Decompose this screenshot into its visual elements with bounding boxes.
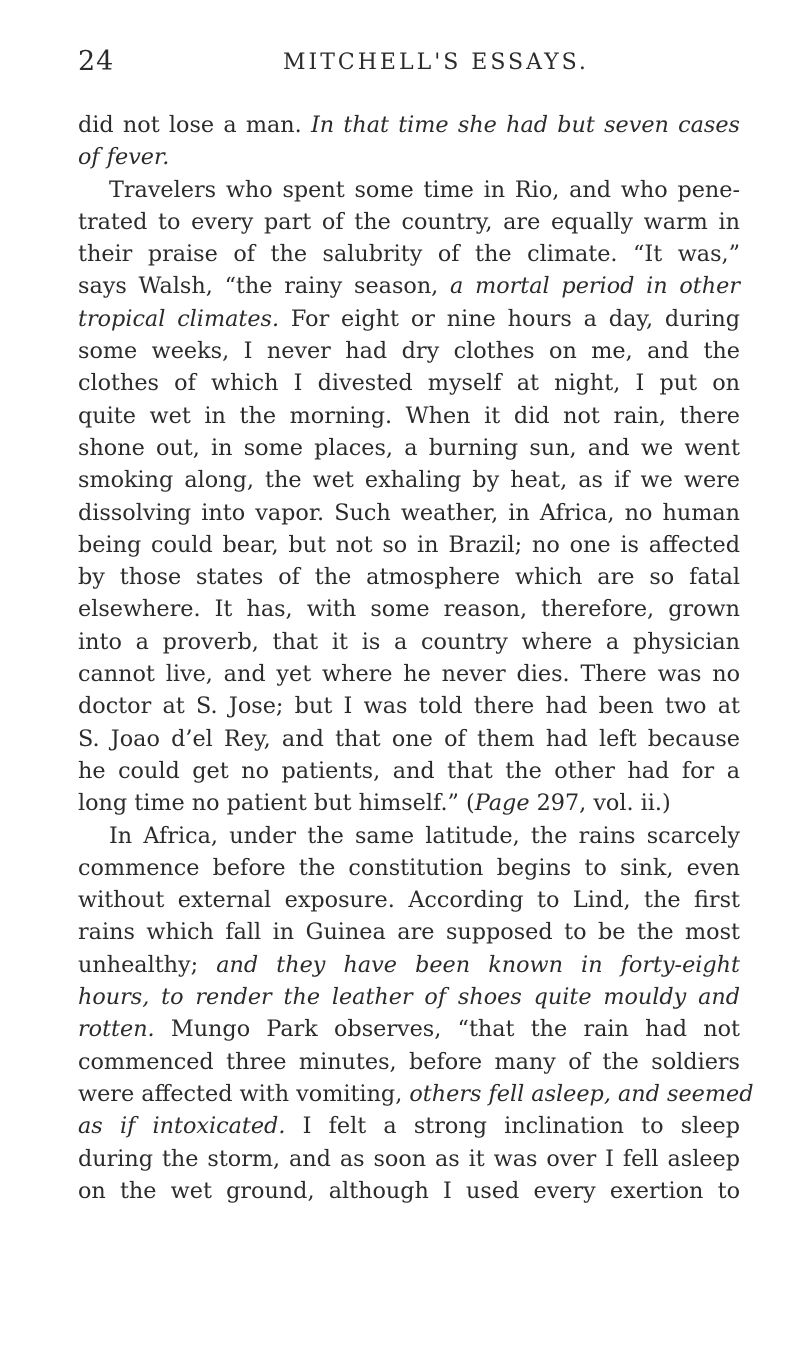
text-line — [78, 1078, 754, 1110]
text-line — [78, 916, 740, 948]
text-line — [78, 1046, 740, 1078]
italic-text: rotten. — [78, 1016, 155, 1043]
text-segment: being could bear, but not so in Brazil; no one is affected — [78, 531, 740, 558]
text-line — [78, 723, 740, 755]
text-line — [78, 1143, 740, 1175]
text-line — [78, 690, 740, 722]
italic-text: a mortal period in other — [450, 273, 740, 300]
text-line — [78, 1110, 740, 1142]
text-segment: shone out, in some places, a burning sun, and we went — [78, 434, 740, 461]
text-line — [78, 367, 740, 399]
text-line — [78, 820, 740, 852]
text-segment: trated to every part of the country, are equally warm in — [78, 208, 740, 235]
text-segment: In Africa, under the same latitude, the rains scarcely — [109, 822, 740, 849]
text-line — [78, 1175, 740, 1207]
text-line — [78, 141, 740, 173]
text-line — [78, 206, 740, 238]
text-line — [78, 303, 740, 335]
text-segment: quite wet in the morning. When it did not rain, there — [78, 402, 740, 429]
text-segment: Travelers who spent some time in Rio, and who pene- — [109, 176, 740, 203]
text-line — [78, 787, 740, 819]
text-line — [78, 658, 740, 690]
text-segment: long time no patient but himself.” ( — [78, 790, 475, 817]
text-segment: 297, vol. ii.) — [529, 790, 671, 817]
text-segment: unhealthy; — [78, 951, 217, 978]
text-line — [78, 109, 740, 141]
text-segment: did not lose a man. — [78, 112, 311, 138]
text-line — [78, 174, 740, 206]
text-line — [78, 400, 740, 432]
text-line — [78, 497, 740, 529]
italic-text: tropical climates. — [78, 305, 280, 332]
text-segment: he could get no patients, and that the other had for a — [78, 757, 740, 784]
text-line — [78, 981, 740, 1013]
page-number: 24 — [78, 46, 115, 77]
italic-text: In that time she had but seven cases — [310, 112, 740, 138]
text-line — [78, 755, 740, 787]
text-line — [78, 626, 740, 658]
text-line — [78, 529, 740, 561]
text-segment: cannot live, and yet where he never dies. There was no — [78, 661, 740, 688]
text-segment: were affected with vomiting, — [78, 1080, 410, 1107]
italic-text: of fever. — [78, 144, 170, 171]
text-segment: their praise of the salubrity of the climate. “It was,” — [78, 241, 740, 268]
text-segment: elsewhere. It has, with some reason, therefore, grown — [78, 596, 740, 623]
text-segment: smoking along, the wet exhaling by heat, as if we were — [78, 467, 740, 494]
text-segment: clothes of which I divested myself at night, I put on — [78, 370, 740, 397]
text-line — [78, 884, 740, 916]
text-line — [78, 432, 740, 464]
page-header — [78, 46, 738, 86]
text-segment: during the storm, and as soon as it was over I fell asleep — [78, 1145, 740, 1172]
text-segment: I felt a strong inclination to sleep — [285, 1113, 740, 1140]
italic-text: and they have been known in forty-eight — [216, 951, 741, 978]
running-title: MITCHELL'S ESSAYS. — [283, 50, 589, 75]
text-line — [78, 852, 740, 884]
text-segment: rains which fall in Guinea are supposed to be the most — [78, 919, 740, 946]
text-line — [78, 1013, 740, 1045]
text-segment: Mungo Park observes, “that the rain had not — [154, 1016, 740, 1043]
text-segment: by those states of the atmosphere which are so fatal — [78, 564, 740, 591]
text-segment: some weeks, I never had dry clothes on me, and the — [78, 338, 740, 365]
text-line — [78, 593, 740, 625]
text-segment: dissolving into vapor. Such weather, in Africa, no human — [78, 499, 740, 526]
text-segment: into a proverb, that it is a country where a physician — [78, 628, 740, 655]
text-segment: For eight or nine hours a day, during — [279, 305, 740, 332]
text-segment: says Walsh, “the rainy season, — [78, 273, 451, 300]
text-segment: on the wet ground, although I used every exertion to — [78, 1177, 740, 1204]
text-line — [78, 238, 740, 270]
text-line — [78, 949, 740, 981]
text-line — [78, 464, 740, 496]
italic-text: others fell asleep, and seemed — [409, 1080, 754, 1107]
italic-text: Page — [474, 790, 530, 817]
text-segment: commenced three minutes, before many of the soldiers — [78, 1048, 740, 1075]
text-segment: commence before the constitution begins to sink, even — [78, 854, 740, 881]
text-line — [78, 270, 740, 302]
text-segment: doctor at S. Jose; but I was told there had been two at — [78, 693, 740, 720]
italic-text: hours, to render the leather of shoes quite mouldy and — [78, 984, 740, 1011]
italic-text: as if intoxicated. — [78, 1113, 286, 1140]
text-segment: without external exposure. According to Lind, the first — [78, 887, 740, 914]
body-text — [78, 109, 754, 1207]
text-segment: S. Joao d’el Rey, and that one of them had left because — [78, 725, 740, 752]
text-line — [78, 335, 740, 367]
text-line — [78, 561, 740, 593]
